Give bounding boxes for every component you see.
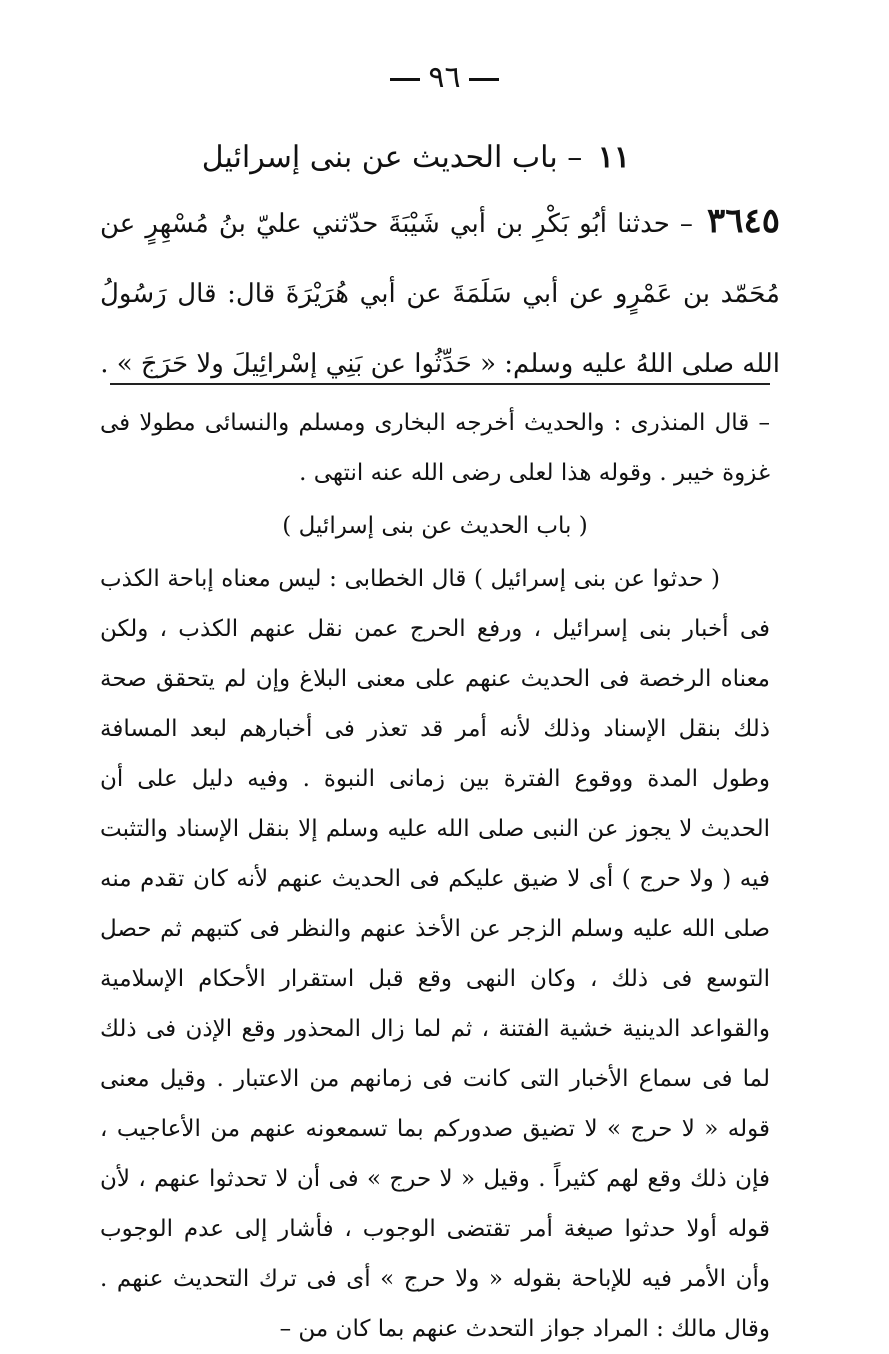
hadith-text: – حدثنا أبُو بَكْرِ بن أبي شَيْبَةَ حدّثني عليّ بنُ مُسْهِرٍ عن مُحَمّد بن عَمْرٍو عن أبي سَلَمَةَ عن أبي هُرَيْرَةَ قال: قال رَسُولُ الله صلى اللهُ عليه وسلم: « حَدِّثُوا عن بَنِي إسْرائِيلَ ولا حَرَجَ » . [100, 209, 780, 379]
hadith-text-block [100, 186, 780, 399]
hadith-number: ٣٦٤٥ [706, 201, 781, 241]
commentary-body: ( حدثوا عن بنى إسرائيل ) قال الخطابى : ليس معناه إباحة الكذب فى أخبار بنى إسرائيل ، ورفع الحرج عمن نقل عنهم الكذب ، ولكن معناه الرخصة فى الحديث عنهم على معنى البلاغ وإن لم يتحقق صحة ذلك بنقل الإسناد وذلك لأنه أمر قد تعذر فى أخبارهم لبعد المسافة وطول المدة ووقوع الفترة بين زمانى النبوة . وفيه دليل على أن الحديث لا يجوز عن النبى صلى الله عليه وسلم إلا بنقل الإسناد والتثبت فيه ( ولا حرج ) أى لا ضيق عليكم فى الحديث عنهم لأنه كان تقدم منه صلى الله عليه وسلم الزجر عن الأخذ عنهم والنظر فى كتبهم ثم حصل التوسع فى ذلك ، وكان النهى وقع قبل استقرار الأحكام الإسلامية والقواعد الدينية خشية الفتنة ، ثم لما زال المحذور وقع الإذن فى ذلك لما فى سماع الأخبار التى كانت فى زمانهم من الاعتبار . وقيل معنى قوله « لا حرج » لا تضيق صدوركم بما تسمعونه عنهم من الأعاجيب ، فإن ذلك وقع لهم كثيراً . وقيل « لا حرج » فى أن لا تحدثوا عنهم ، لأن قوله أولا حدثوا صيغة أمر تقتضى الوجوب ، فأشار إلى عدم الوجوب وأن الأمر فيه للإباحة بقوله « ولا حرج » أى فى ترك التحديث عنهم . وقال مالك : المراد جواز التحدث عنهم بما كان من – [100, 566, 770, 1342]
commentary-subheading: ( باب الحديث عن بنى إسرائيل ) [282, 513, 588, 539]
mundhiri-note: – قال المنذرى : والحديث أخرجه البخارى ومسلم والنسائى مطولا فى غزوة خيبر . وقوله هذا لعلى رضى الله عنه انتهى . [100, 410, 770, 486]
footnote-divider [110, 383, 770, 385]
page-number [0, 58, 889, 98]
page-number-text: ٩٦ [428, 60, 461, 95]
page-number-dash-left [390, 78, 420, 81]
chapter-title: باب الحديث عن بنى إسرائيل [201, 140, 558, 175]
page-number-dash-right [469, 78, 499, 81]
chapter-heading [100, 130, 630, 186]
chapter-number: ١١ [597, 140, 630, 175]
commentary-block [100, 398, 770, 1354]
chapter-separator: – [567, 140, 583, 175]
